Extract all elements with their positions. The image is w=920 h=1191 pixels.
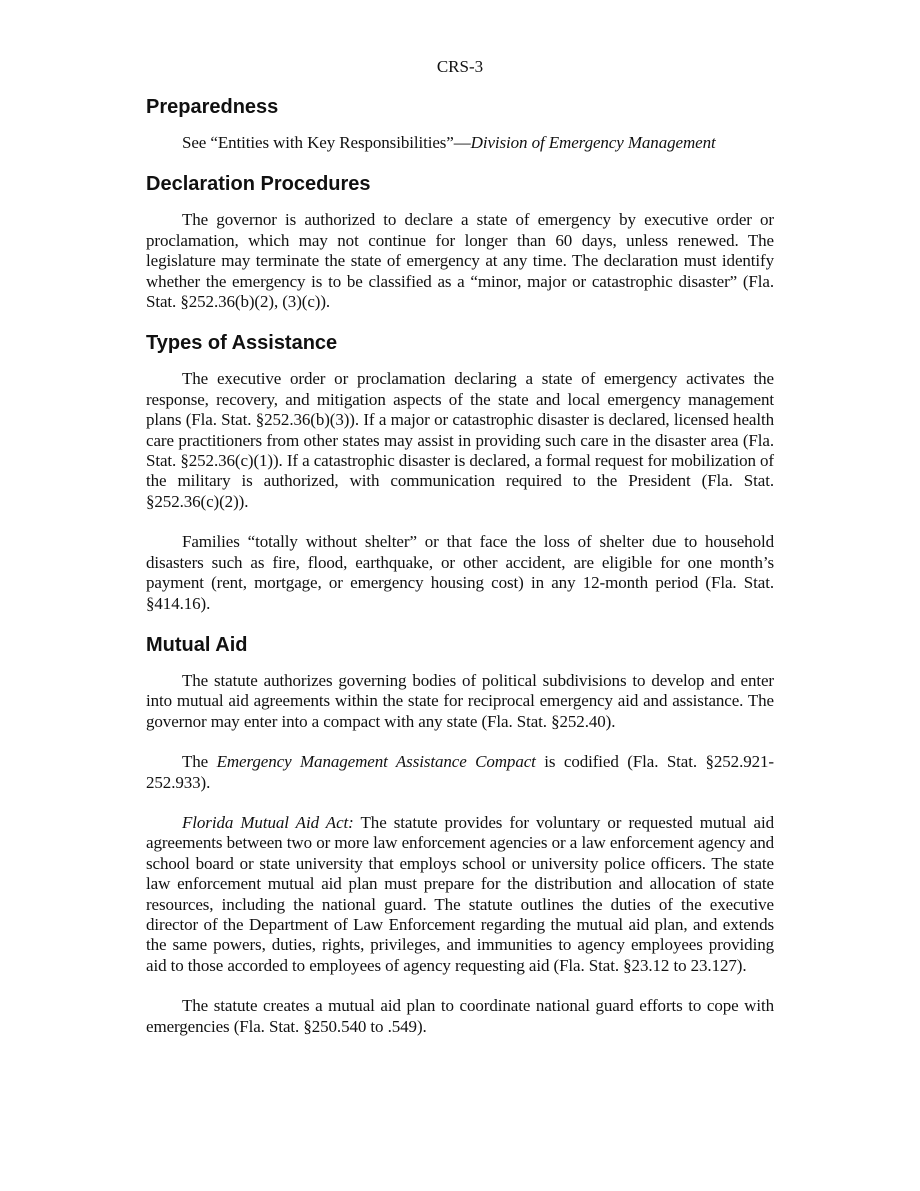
paragraph-preparedness-1 <box>146 133 774 153</box>
section-mutual-aid <box>146 633 774 1037</box>
page-number: CRS-3 <box>436 57 484 76</box>
heading-types-of-assistance: Types of Assistance <box>146 332 338 355</box>
paragraph-mutual-aid-3 <box>146 813 774 976</box>
italic-compact-name: Emergency Management Assistance Compact <box>216 752 536 772</box>
section-preparedness <box>146 95 774 153</box>
paragraph-mutual-aid-1: The statute authorizes governing bodies of political subdivisions to develop and enter into mutual aid agreements within the state for reciprocal emergency aid and assistance. The governor may enter into a compact with any state (Fla. Stat. §252.40). <box>146 670 774 731</box>
section-declaration-procedures <box>146 172 774 312</box>
text-segment: The statute provides for voluntary or requested mutual aid agreements between two or more law enforcement agencies or a law enforcement agency and school board or state university that employs school or university police officers. The state law enforcement mutual aid plan must prepare for the distribution and allocation of state resources, including the national guard. The statute outlines the duties of the executive director of the Department of Law Enforcement regarding the mutual aid plan, and extends the same powers, duties, rights, privileges, and immunities to agency employees providing aid to those accorded to employees of agency requesting aid (Fla. Stat. §23.12 to 23.127). <box>146 812 775 975</box>
heading-mutual-aid: Mutual Aid <box>146 633 248 656</box>
italic-reference: Division of Emergency Management <box>470 133 716 152</box>
text-segment: is codified (Fla. Stat. §252.921-252.933). <box>146 752 774 792</box>
paragraph-mutual-aid-4: The statute creates a mutual aid plan to coordinate national guard efforts to cope with emergencies (Fla. Stat. §250.540 to .549). <box>146 996 774 1036</box>
paragraph-mutual-aid-2 <box>146 752 774 793</box>
text-segment: The <box>182 752 217 772</box>
italic-act-name: Florida Mutual Aid Act: <box>182 812 354 832</box>
document-page <box>146 56 774 1057</box>
text-segment: See “Entities with Key Responsibilities”— <box>182 133 471 152</box>
paragraph-assistance-2: Families “totally without shelter” or that face the loss of shelter due to household disasters such as fire, flood, earthquake, or other accident, are eligible for one month’s payment (rent, mortgage, or emergency housing cost) in any 12-month period (Fla. Stat. §414.16). <box>146 532 774 613</box>
section-types-of-assistance <box>146 331 774 613</box>
heading-preparedness: Preparedness <box>146 96 279 118</box>
paragraph-declaration-1: The governor is authorized to declare a state of emergency by executive order or proclamation, which may not continue for longer than 60 days, unless renewed. The legislature may terminate the state of emergency at any time. The declaration must identify whether the emergency is to be classified as a “minor, major or catastrophic disaster” (Fla. Stat. §252.36(b)(2), (3)(c)). <box>146 210 774 312</box>
heading-declaration-procedures: Declaration Procedures <box>146 173 371 196</box>
paragraph-assistance-1: The executive order or proclamation declaring a state of emergency activates the response, recovery, and mitigation aspects of the state and local emergency management plans (Fla. Stat. §252.36(b)(3)). If a major or catastrophic disaster is declared, licensed health care practitioners from other states may assist in providing such care in the disaster area (Fla. Stat. §252.36(c)(1)). If a catastrophic disaster is declared, a formal request for mobilization of the military is authorized, with communication required to the President (Fla. Stat. §252.36(c)(2)). <box>146 369 774 511</box>
